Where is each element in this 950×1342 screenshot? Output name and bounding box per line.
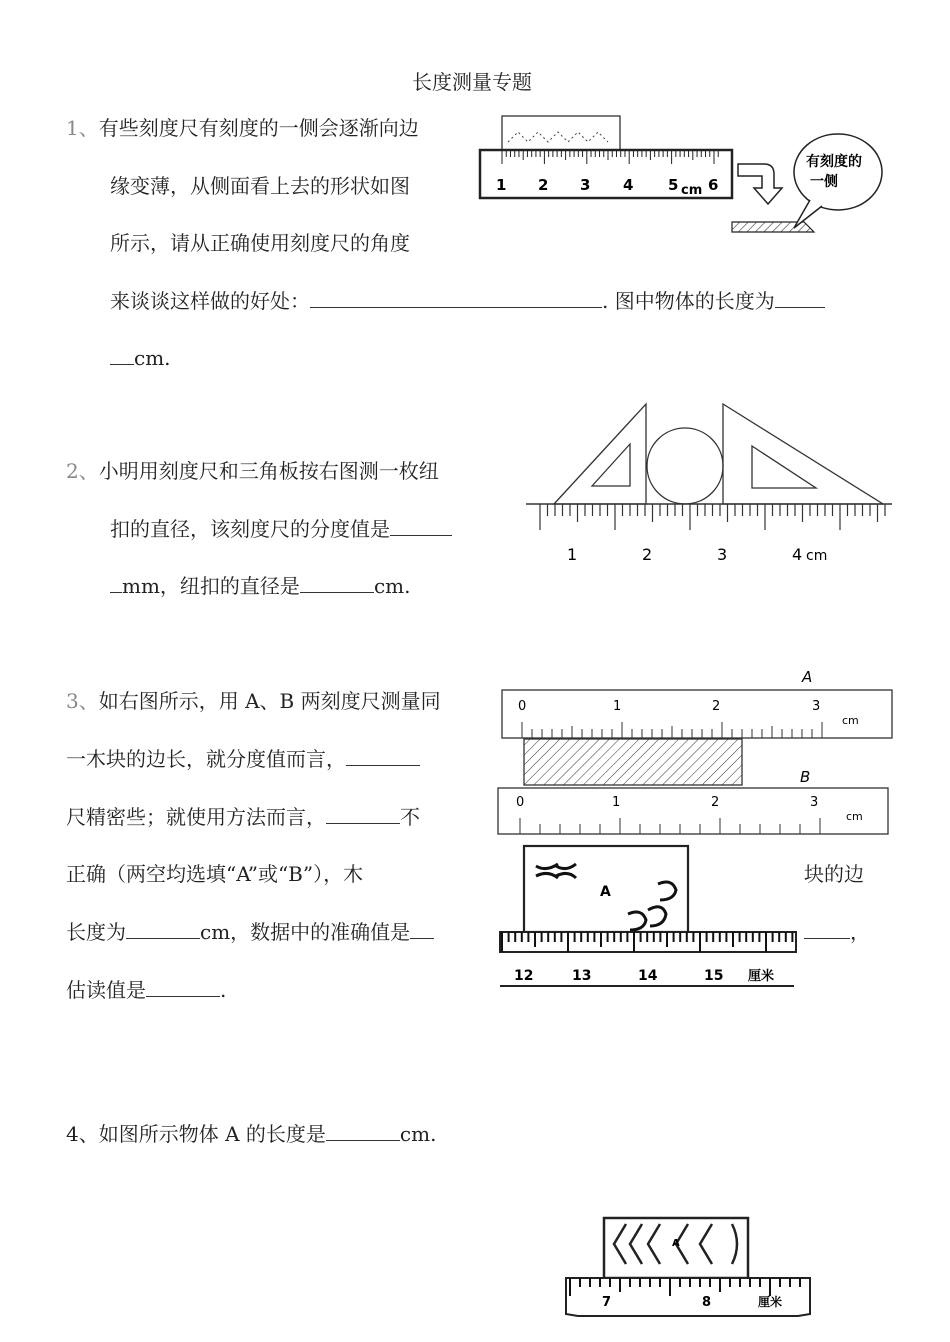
tick-label: 1 (613, 699, 622, 714)
tick-label: 14 (638, 968, 658, 984)
answer-blank-2a[interactable] (390, 515, 452, 536)
question-1-line-3: 所示，请从正确使用刻度尺的角度 (110, 231, 410, 255)
ruler-ticks (540, 504, 885, 530)
tick-label: 4 (792, 545, 803, 564)
question-1-text-mid: . 图中物体的长度为 (602, 289, 775, 313)
question-1-line-1 (66, 114, 419, 142)
answer-blank-3b[interactable] (326, 803, 400, 824)
answer-blank-1b-cont[interactable] (110, 344, 134, 365)
question-3-text-5b: cm，数据中的准确值是 (200, 920, 411, 944)
question-1-text-4: 来谈谈这样做的好处： (110, 289, 310, 313)
speech-bubble (794, 134, 882, 210)
page-title: 长度测量专题 (412, 70, 532, 94)
object-a-ruler-figure (562, 1214, 814, 1324)
tick-label: 3 (717, 545, 728, 564)
block-label: A (600, 884, 611, 900)
unit-label: 厘米 (758, 1295, 783, 1309)
question-4-line (66, 1120, 436, 1148)
ruler-figure-1 (476, 112, 896, 242)
tick-label: 2 (642, 545, 653, 564)
answer-blank-1a[interactable] (310, 287, 602, 308)
question-1-number: 1、 (66, 116, 99, 140)
question-3-line-5 (66, 918, 434, 946)
tick-label: 3 (810, 795, 819, 810)
triangle-left (554, 404, 646, 504)
ruler-b (498, 788, 888, 834)
question-4-unit: cm. (399, 1122, 437, 1146)
answer-blank-2b[interactable] (300, 572, 374, 593)
unit-label: 厘米 (748, 969, 775, 984)
question-3-text-5c: ， (850, 920, 870, 944)
question-2-number: 2、 (66, 459, 99, 483)
ruler-a (502, 690, 892, 738)
arrow-icon (738, 164, 782, 204)
question-2-line-1 (66, 457, 439, 485)
question-2-line-3 (110, 572, 410, 600)
question-2-unit: cm. (373, 574, 411, 598)
block-ruler-figure (498, 844, 798, 992)
question-3-text-6a: 估读值是 (66, 978, 146, 1002)
button-circle (647, 428, 723, 504)
unit-label: cm (681, 183, 703, 198)
unit-label: cm (846, 810, 863, 823)
tick-label: 12 (514, 968, 534, 984)
question-3-text-3b: 不 (400, 805, 420, 829)
question-3-line-3 (66, 803, 420, 831)
question-3-line-6 (66, 976, 226, 1004)
tick-label: 13 (572, 968, 592, 984)
question-4-text: 如图所示物体 A 的长度是 (98, 1122, 326, 1146)
question-3-line-4b: 块的边 (804, 862, 864, 886)
ruler-side-view (732, 222, 814, 232)
tick-label: 3 (580, 176, 591, 194)
answer-blank-3a[interactable] (346, 745, 420, 766)
answer-blank-3d[interactable] (410, 918, 434, 939)
triangle-right (723, 404, 883, 504)
question-3-line-5c (804, 918, 870, 946)
question-3-number: 3、 (66, 689, 99, 713)
tick-label: 0 (516, 795, 525, 810)
rulers-ab-figure (496, 664, 896, 840)
tick-label: 1 (612, 795, 621, 810)
tick-label: 2 (711, 795, 720, 810)
answer-blank-4[interactable] (326, 1120, 400, 1141)
question-3-text-6b: . (220, 978, 227, 1002)
unit-label: cm (842, 714, 859, 727)
tick-label: 4 (623, 176, 634, 194)
tick-label: 6 (708, 176, 719, 194)
question-3-text-5a: 长度为 (66, 920, 126, 944)
button-measure-figure (526, 400, 896, 575)
tick-label: 2 (538, 176, 549, 194)
question-1-line-4 (110, 287, 825, 315)
question-2-text-2: 扣的直径，该刻度尺的分度值是 (110, 517, 390, 541)
tick-label: 1 (496, 176, 507, 194)
tick-label: 0 (518, 699, 527, 714)
wood-block (524, 739, 742, 785)
question-1-unit: cm. (134, 346, 171, 370)
question-2-text-1: 小明用刻度尺和三角板按右图测一枚纽 (98, 459, 439, 483)
tick-label: 7 (602, 1295, 612, 1310)
answer-blank-1b[interactable] (775, 287, 825, 308)
question-3-text-3: 尺精密些；就使用方法而言， (66, 805, 326, 829)
tick-label: 2 (712, 699, 721, 714)
tick-label: 8 (702, 1295, 712, 1310)
bubble-text-2: 一侧 (810, 174, 838, 190)
answer-blank-3c[interactable] (126, 918, 200, 939)
tick-label: 15 (704, 968, 724, 984)
question-3-line-2 (66, 745, 420, 773)
question-1-text-1: 有些刻度尺有刻度的一侧会逐渐向边 (98, 116, 419, 140)
question-2-line-2 (110, 515, 452, 543)
tick-label: 5 (668, 176, 679, 194)
unit-label: cm (806, 548, 828, 564)
answer-blank-3e[interactable] (146, 976, 220, 997)
question-3-text-2: 一木块的边长，就分度值而言， (66, 747, 346, 771)
question-2-text-3: mm，纽扣的直径是 (122, 574, 300, 598)
bubble-text-1: 有刻度的 (806, 154, 862, 170)
answer-blank-3d-cont[interactable] (804, 918, 850, 939)
tick-label: 3 (812, 699, 821, 714)
answer-blank-2a-cont[interactable] (110, 572, 122, 593)
tick-label: 1 (567, 545, 578, 564)
question-3-line-1 (66, 687, 441, 715)
question-1-line-2: 缘变薄，从侧面看上去的形状如图 (110, 174, 410, 198)
question-3-text-1: 如右图所示，用 A、B 两刻度尺测量同 (98, 689, 441, 713)
ruler-b-label: B (800, 768, 811, 786)
question-3-line-4: 正确（两空均选填“A”或“B”），木 (66, 862, 364, 886)
ruler-a-label: A (802, 668, 813, 686)
question-4-number: 4、 (66, 1122, 99, 1146)
question-1-line-5 (110, 344, 171, 372)
block-label: A (672, 1238, 680, 1249)
